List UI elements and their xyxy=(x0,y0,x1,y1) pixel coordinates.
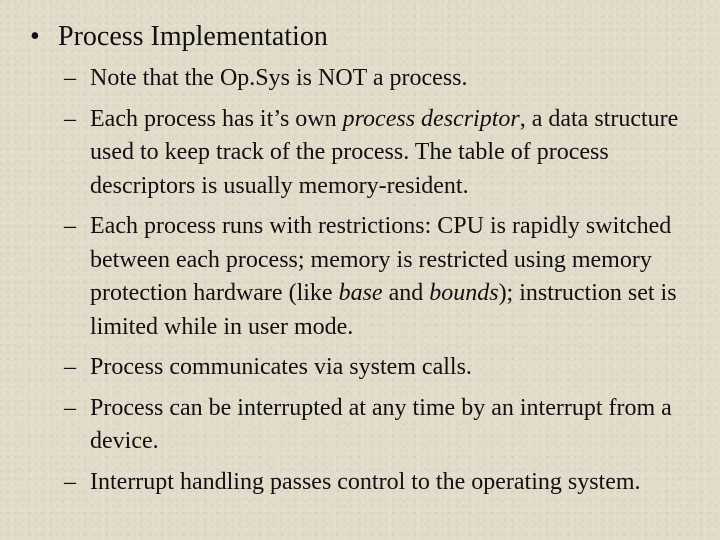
sub-item-text: ); instruction set is limited while in user mode. xyxy=(90,280,677,340)
sub-item-text: Process communicates via system calls. xyxy=(90,354,472,380)
sub-item-interrupted xyxy=(64,392,704,459)
dash-icon: – xyxy=(64,65,76,91)
sub-item-text: Interrupt handling passes control to the operating system. xyxy=(90,468,641,495)
term-base: base xyxy=(338,280,383,306)
sub-item-text: Each process has it’s own xyxy=(90,105,343,132)
slide-title: Process Implementation xyxy=(58,21,328,52)
sub-item-restrictions xyxy=(64,210,704,344)
dash-icon: – xyxy=(64,105,76,132)
dash-icon: – xyxy=(64,213,76,239)
sub-item-system-calls xyxy=(64,351,704,385)
sub-item-text: and xyxy=(382,280,430,306)
sub-item-text: Each process runs with restrictions: CPU is rapidly switched between each process; memory is restricted using memory protection hardware (like xyxy=(90,213,672,306)
sub-item-text: Process can be interrupted at any time by an interrupt from a device. xyxy=(90,394,672,454)
term-bounds: bounds xyxy=(429,280,499,306)
dash-icon: – xyxy=(64,354,76,380)
bullet-icon: • xyxy=(30,21,40,52)
sub-item-text: Note that the Op.Sys is NOT a process. xyxy=(90,65,468,91)
main-bullet xyxy=(30,18,328,56)
sub-item-opsys-not-process xyxy=(64,62,704,96)
dash-icon: – xyxy=(64,394,76,421)
dash-icon: – xyxy=(64,468,76,495)
sub-item-interrupt-handling xyxy=(64,466,704,500)
sub-item-process-descriptor xyxy=(64,103,704,204)
sub-bullet-list xyxy=(64,62,704,506)
term-process-descriptor: process descriptor xyxy=(342,105,520,132)
sub-item-text: , a data structure used to keep track of the process. The table of process descriptors is usually memory-resident. xyxy=(90,105,679,199)
